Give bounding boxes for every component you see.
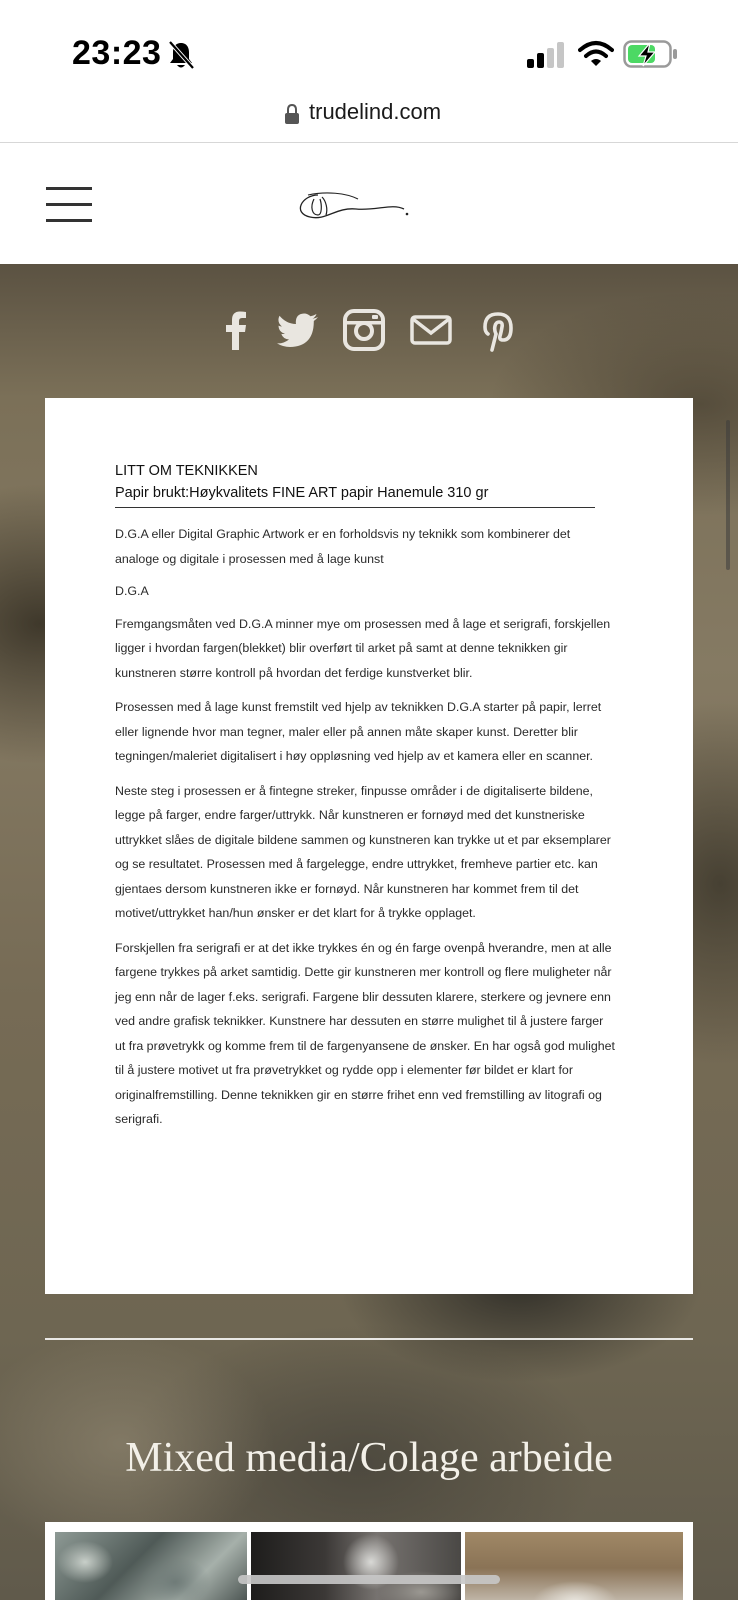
gallery-thumbnail[interactable] xyxy=(55,1532,247,1600)
technique-document-image xyxy=(45,398,693,1294)
status-time: 23:23 xyxy=(72,34,162,72)
document-heading: LITT OM TEKNIKKEN xyxy=(115,463,258,479)
gallery-thumbnail[interactable] xyxy=(251,1532,461,1600)
facebook-icon[interactable] xyxy=(212,306,260,354)
signature-logo[interactable] xyxy=(296,187,420,227)
scrollbar[interactable] xyxy=(726,420,730,570)
status-bar xyxy=(0,0,738,96)
site-header xyxy=(0,143,738,264)
bell-muted-icon xyxy=(167,40,195,70)
document-paragraph: Prosessen med å lage kunst fremstilt ved hjelp av teknikken D.G.A starter på papir, lerret eller lignende hvor man tegner, maler eller på annen måte skaper kunst. Deretter blir tegningen/maleriet digitalisert i høy oppløsning ved hjelp av et kamera eller en scanner. xyxy=(115,700,602,763)
pinterest-icon[interactable] xyxy=(474,306,522,354)
page-background xyxy=(0,264,738,1600)
document-paragraph: D.G.A eller Digital Graphic Artwork er en forholdsvis ny teknikk som kombinerer det analoge og digitale i prosessen med å lage kunst xyxy=(115,527,571,566)
battery-charging-icon xyxy=(623,40,679,68)
instagram-icon[interactable] xyxy=(340,306,388,354)
document-paragraph: Fremgangsmåten ved D.G.A minner mye om prosessen med å lage et serigrafi, forskjellen ligger i hvordan fargen(blekket) blir overført til arket på samt at denne teknikken gir kunstneren større kontroll på hvordan det ferdige kunstverket blir. xyxy=(115,616,611,680)
wifi-icon xyxy=(578,40,614,68)
lock-icon xyxy=(284,104,300,124)
home-indicator[interactable] xyxy=(238,1575,500,1584)
document-paragraph: Neste steg i prosessen er å fintegne streker, finpusse områder i de digitaliserte bildene, legge på farger, endre farger/uttrykk. Når kunstneren er fornøyd med det kunstneriske uttrykket slåes de digitale bildene sammen og kunstneren kan trykke ut et par eksemplarer og se resultatet. Prosessen med å fargelegge, endre uttrykket, fremheve partier etc. kan gjentaes dersom kunstneren ikke er fornøyd. Når kunstneren har kommet frem til det motivet/uttrykket han/hun ønsker er det klart for å trykke opplaget. xyxy=(115,783,611,920)
cellular-signal-icon xyxy=(527,42,567,68)
gallery-thumbnail[interactable] xyxy=(465,1532,683,1600)
document-text xyxy=(115,460,615,1142)
twitter-icon[interactable] xyxy=(274,306,322,354)
document-subheading: Papir brukt:Høykvalitets FINE ART papir Hanemule 310 gr xyxy=(115,482,595,508)
document-paragraph: Forskjellen fra serigrafi er at det ikke trykkes én og én farge ovenpå hverandre, men at alle fargene trykkes på arket samtidig. Dette gir kunstneren mer kontroll og flere muligheter når jeg enn når de lager f.eks. serigrafi. Fargene blir dessuten klarere, sterkere og jevnere enn ved andre grafisk teknikker. Kunstnere har dessuten en større mulighet til å justere farger ut fra prøvetrykk og komme frem til de fargenyansene de ønsker. En har også god mulighet til å justere motivet ut fra prøvetrykket og rydde opp i elementer før bildet er klart for originalfremstilling. Denne teknikken gir en større frihet enn ved fremstilling av litografi og serigrafi. xyxy=(115,940,615,1126)
gallery xyxy=(45,1522,693,1600)
address-bar[interactable] xyxy=(0,96,738,143)
hamburger-menu-icon[interactable] xyxy=(46,187,92,223)
url-text[interactable]: trudelind.com xyxy=(309,99,442,124)
document-paragraph: D.G.A xyxy=(115,584,149,598)
social-links xyxy=(212,306,522,356)
section-divider xyxy=(45,1338,693,1340)
section-title: Mixed media/Colage arbeide xyxy=(125,1435,613,1481)
mail-icon[interactable] xyxy=(407,306,455,354)
